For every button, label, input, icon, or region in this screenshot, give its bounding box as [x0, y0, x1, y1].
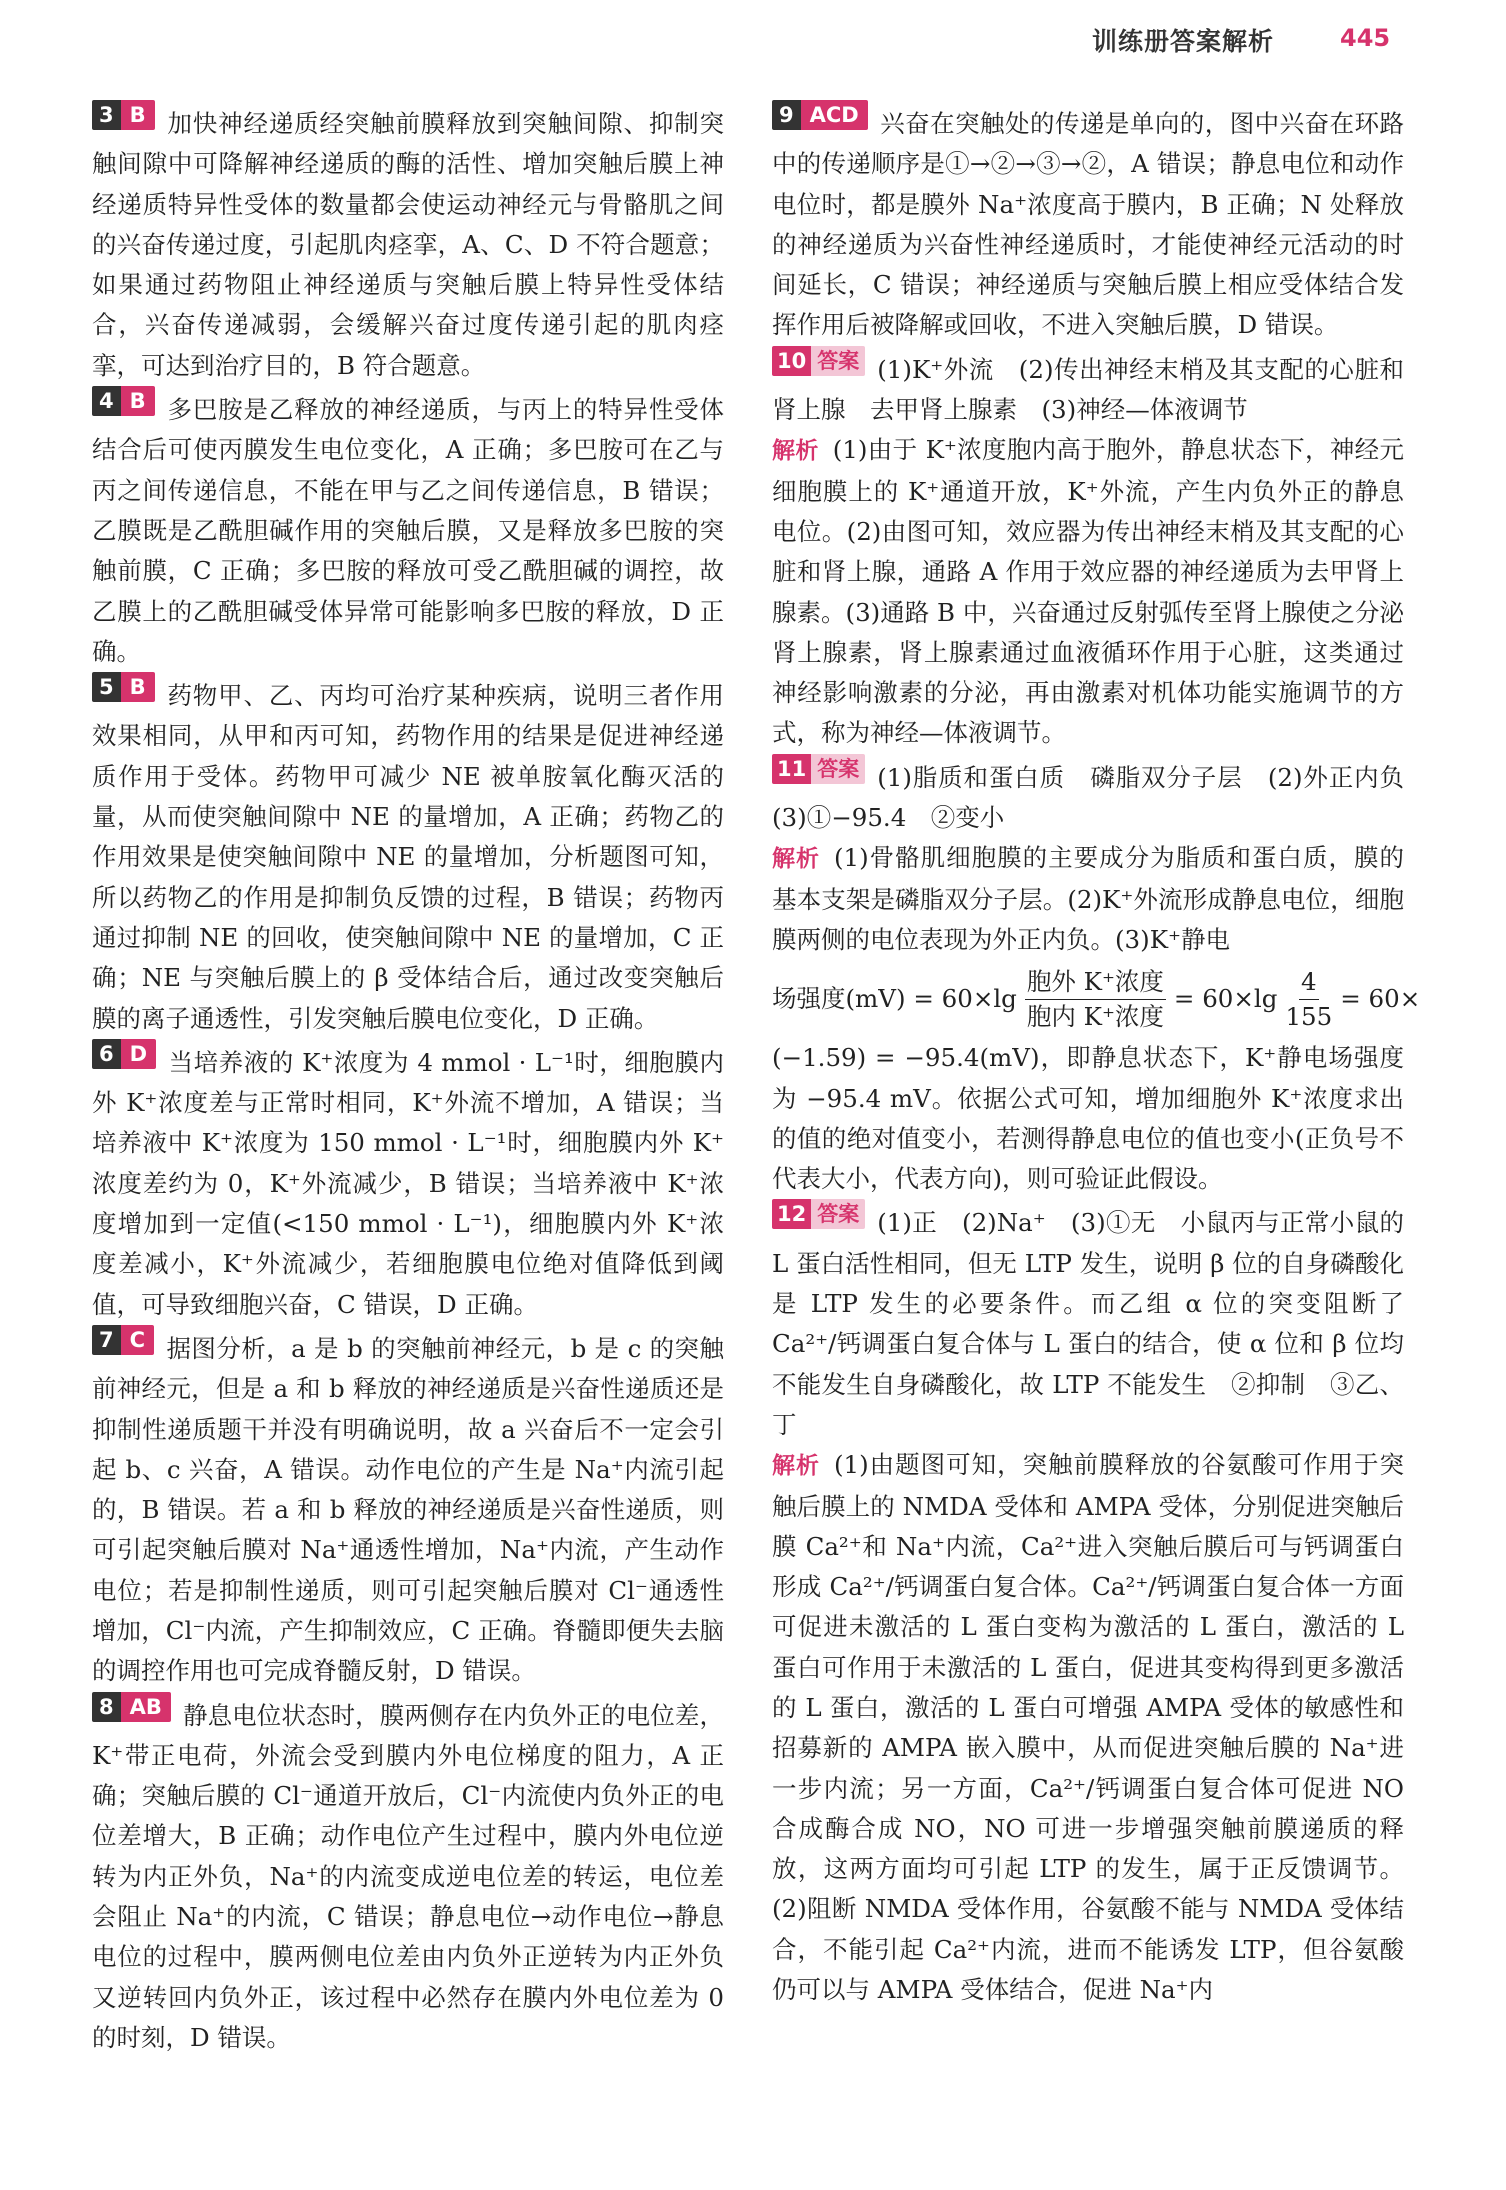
fraction-values — [1285, 965, 1332, 1034]
left-column — [92, 100, 724, 2058]
answer-letter: ACD — [801, 100, 868, 130]
question-badge — [772, 346, 865, 376]
page-number: 445 — [1340, 24, 1391, 52]
answer-block-10 — [772, 346, 1404, 431]
fraction-denominator: 胞内 K⁺浓度 — [1026, 1001, 1164, 1031]
answer-tag: 答案 — [811, 1199, 865, 1229]
explanation-text: 兴奋在突触处的传递是单向的，图中兴奋在环路中的传递顺序是①→②→③→②，A 错误；静息电位和动作电位时，都是膜外 Na⁺浓度高于膜内，B 正确；N 处释放的神经递质为兴奋性神经递质时，才能使神经元活动的时间延长，C 错误；神经递质与突触后膜上相应受体结合发挥作用后被降解或回收，不进入突触后膜，D 错误。 — [772, 109, 1404, 340]
explanation-text: 静息电位状态时，膜两侧存在内负外正的电位差，K⁺带正电荷，外流会受到膜内外电位梯度的阻力，A 正确；突触后膜的 Cl⁻通道开放后，Cl⁻内流使内负外正的电位差增大，B 正确；动作电位产生过程中，膜内外电位逆转为内正外负，Na⁺的内流变成逆电位差的转运，电位差会阻止 Na⁺的内流，C 错误；静息电位→动作电位→静息电位的过程中，膜两侧电位差由内负外正逆转为内正外负又逆转回内负外正，该过程中必然存在膜内外电位差为 0 的时刻，D 错误。 — [92, 1700, 724, 2052]
question-number: 11 — [772, 754, 811, 784]
answer-block-5 — [92, 672, 724, 1039]
answer-block-4 — [92, 386, 724, 672]
question-number: 8 — [92, 1692, 121, 1722]
analysis-text: (1)骨骼肌细胞膜的主要成分为脂质和蛋白质，膜的基本支架是磷脂双分子层。(2)K⁺外流形成静息电位，细胞膜两侧的电位表现为外正内负。(3)K⁺静电 — [772, 843, 1405, 954]
page-header — [0, 0, 1506, 80]
answer-block-12 — [772, 1199, 1404, 1445]
answer-letter: C — [121, 1325, 154, 1355]
question-number: 3 — [92, 100, 121, 130]
question-badge — [772, 1199, 865, 1229]
answer-block-6 — [92, 1039, 724, 1325]
analysis-block-10 — [772, 430, 1404, 753]
answer-block-3 — [92, 100, 724, 386]
analysis-text: (−1.59) = −95.4(mV)，即静息状态下，K⁺静电场强度为 −95.4 mV。依据公式可知，增加细胞外 K⁺浓度求出的值的绝对值变小，若测得静息电位的值也变小(正负号不代表大小，代表方向)，则可验证此假设。 — [772, 1043, 1404, 1194]
answer-block-11 — [772, 754, 1429, 839]
question-badge — [772, 100, 868, 130]
answer-letter: AB — [121, 1692, 171, 1722]
header-title: 训练册答案解析 — [1092, 27, 1275, 56]
analysis-block-12 — [772, 1445, 1404, 2010]
answer-tag: 答案 — [811, 346, 865, 376]
question-number: 10 — [772, 346, 811, 376]
question-number: 5 — [92, 672, 121, 702]
formula-rhs: = 60× — [1340, 984, 1421, 1014]
analysis-block-11-cont — [772, 1038, 1404, 1199]
explanation-text: 药物甲、乙、丙均可治疗某种疾病，说明三者作用效果相同，从甲和丙可知，药物作用的结果是促进神经递质作用于受体。药物甲可减少 NE 被单胺氧化酶灭活的量，从而使突触间隙中 NE 的量增加，A 正确；药物乙的作用效果是使突触间隙中 NE 的量增加，分析题图可知，所以药物乙的作用是抑制负反馈的过程，B 错误；药物丙通过抑制 NE 的回收，使突触间隙中 NE 的量增加，C 正确；NE 与突触后膜上的 β 受体结合后，通过改变突触后膜的离子通透性，引发突触后膜电位变化，D 正确。 — [92, 681, 724, 1033]
answer-block-9 — [772, 100, 1404, 346]
formula-lhs: 场强度(mV) = 60×lg — [772, 984, 1017, 1014]
question-badge — [92, 1039, 156, 1069]
analysis-label: 解析 — [772, 846, 820, 873]
explanation-text: 加快神经递质经突触前膜释放到突触间隙、抑制突触间隙中可降解神经递质的酶的活性、增加突触后膜上神经递质特异性受体的数量都会使运动神经元与骨骼肌之间的兴奋传递过度，引起肌肉痉挛，A、C、D 不符合题意；如果通过药物阻止神经递质与突触后膜上特异性受体结合，兴奋传递减弱，会缓解兴奋过度传递引起的肌肉痉挛，可达到治疗目的，B 符合题意。 — [92, 109, 724, 380]
explanation-text: 当培养液的 K⁺浓度为 4 mmol · L⁻¹时，细胞膜内外 K⁺浓度差与正常时相同，K⁺外流不增加，A 错误；当培养液中 K⁺浓度为 150 mmol · L⁻¹时，细胞膜内外 K⁺浓度差约为 0，K⁺外流减少，B 错误；当培养液中 K⁺浓度增加到一定值(<150 mmol · L⁻¹)，细胞膜内外 K⁺浓度差减小，K⁺外流减少，若细胞膜电位绝对值降低到阈值，可导致细胞兴奋，C 错误，D 正确。 — [92, 1047, 724, 1319]
answer-letter: D — [121, 1039, 156, 1069]
question-badge — [92, 1692, 171, 1722]
question-number: 12 — [772, 1199, 811, 1229]
question-number: 9 — [772, 100, 801, 130]
analysis-text: (1)由于 K⁺浓度胞内高于胞外，静息状态下，神经元细胞膜上的 K⁺通道开放，K⁺外流，产生内负外正的静息电位。(2)由图可知，效应器为传出神经末梢及其支配的心脏和肾上腺，通路 A 作用于效应器的神经递质为去甲肾上腺素。(3)通路 B 中，兴奋通过反射弧传至肾上腺使之分泌肾上腺素，肾上腺素通过血液循环作用于心脏，这类通过神经影响激素的分泌，再由激素对机体功能实施调节的方式，称为神经—体液调节。 — [772, 435, 1405, 748]
question-number: 6 — [92, 1039, 121, 1069]
answer-text: (1)脂质和蛋白质 磷脂双分子层 (2)外正内负 (3)①−95.4 ②变小 — [772, 762, 1429, 833]
explanation-text: 多巴胺是乙释放的神经递质，与丙上的特异性受体结合后可使丙膜发生电位变化，A 正确；多巴胺可在乙与丙之间传递信息，不能在甲与乙之间传递信息，B 错误；乙膜既是乙酰胆碱作用的突触后膜，又是释放多巴胺的突触前膜，C 正确；多巴胺的释放可受乙酰胆碱的调控，故乙膜上的乙酰胆碱受体异常可能影响多巴胺的释放，D 正确。 — [92, 395, 724, 666]
answer-letter: B — [121, 672, 155, 702]
answer-block-7 — [92, 1325, 724, 1692]
answer-tag: 答案 — [811, 754, 865, 784]
fraction-numerator: 胞外 K⁺浓度 — [1025, 965, 1166, 1000]
nernst-formula — [772, 960, 1421, 1038]
fraction-numerator: 4 — [1299, 965, 1319, 1000]
question-badge — [92, 1325, 154, 1355]
explanation-text: 据图分析，a 是 b 的突触前神经元，b 是 c 的突触前神经元，但是 a 和 b 释放的神经递质是兴奋性递质还是抑制性递质题干并没有明确说明，故 a 兴奋后不一定会引起 b、c 兴奋，A 错误。动作电位的产生是 Na⁺内流引起的，B 错误。若 a 和 b 释放的神经递质是兴奋性递质，则可引起突触后膜对 Na⁺通透性增加，Na⁺内流，产生动作电位；若是抑制性递质，则可引起突触后膜对 Cl⁻通透性增加，Cl⁻内流，产生抑制效应，C 正确。脊髓即便失去脑的调控作用也可完成脊髓反射，D 错误。 — [92, 1333, 724, 1686]
fraction-concentration — [1025, 965, 1166, 1034]
question-badge — [92, 100, 155, 130]
answer-text: (1)K⁺外流 (2)传出神经末梢及其支配的心脏和肾上腺 去甲肾上腺素 (3)神经—体液调节 — [772, 354, 1404, 425]
question-badge — [92, 386, 155, 416]
question-badge — [772, 754, 865, 784]
analysis-label: 解析 — [772, 438, 819, 465]
analysis-text: (1)由题图可知，突触前膜释放的谷氨酸可作用于突触后膜上的 NMDA 受体和 AMPA 受体，分别促进突触后膜 Ca²⁺和 Na⁺内流，Ca²⁺进入突触后膜后可与钙调蛋白形成 Ca²⁺/钙调蛋白复合体。Ca²⁺/钙调蛋白复合体一方面可促进未激活的 L 蛋白变构为激活的 L 蛋白，激活的 L 蛋白可作用于未激活的 L 蛋白，促进其变构得到更多激活的 L 蛋白，激活的 L 蛋白可增强 AMPA 受体的敏感性和招募新的 AMPA 嵌入膜中，从而促进突触后膜的 Na⁺进一步内流；另一方面，Ca²⁺/钙调蛋白复合体可促进 NO 合成酶合成 NO，NO 可进一步增强突触前膜递质的释放，这两方面均可引起 LTP 的发生，属于正反馈调节。(2)阻断 NMDA 受体作用，谷氨酸不能与 NMDA 受体结合，不能引起 Ca²⁺内流，进而不能诱发 LTP，但谷氨酸仍可以与 AMPA 受体结合，促进 Na⁺内 — [772, 1450, 1405, 2005]
question-badge — [92, 672, 155, 702]
formula-mid: = 60×lg — [1173, 984, 1278, 1014]
question-number: 7 — [92, 1325, 121, 1355]
fraction-denominator: 155 — [1285, 1001, 1333, 1031]
analysis-label: 解析 — [772, 1453, 820, 1480]
analysis-block-11 — [772, 838, 1404, 960]
answer-letter: B — [121, 100, 155, 130]
question-number: 4 — [92, 386, 121, 416]
answer-text: (1)正 (2)Na⁺ (3)①无 小鼠丙与正常小鼠的 L 蛋白活性相同，但无 LTP 发生，说明 β 位的自身磷酸化是 LTP 发生的必要条件。而乙组 α 位的突变阻断了 Ca²⁺/钙调蛋白复合体与 L 蛋白的结合，使 α 位和 β 位均不能发生自身磷酸化，故 LTP 不能发生 ②抑制 ③乙、丁 — [772, 1208, 1404, 1439]
answer-block-8 — [92, 1692, 724, 2059]
right-column — [772, 100, 1429, 2010]
answer-letter: B — [121, 386, 155, 416]
